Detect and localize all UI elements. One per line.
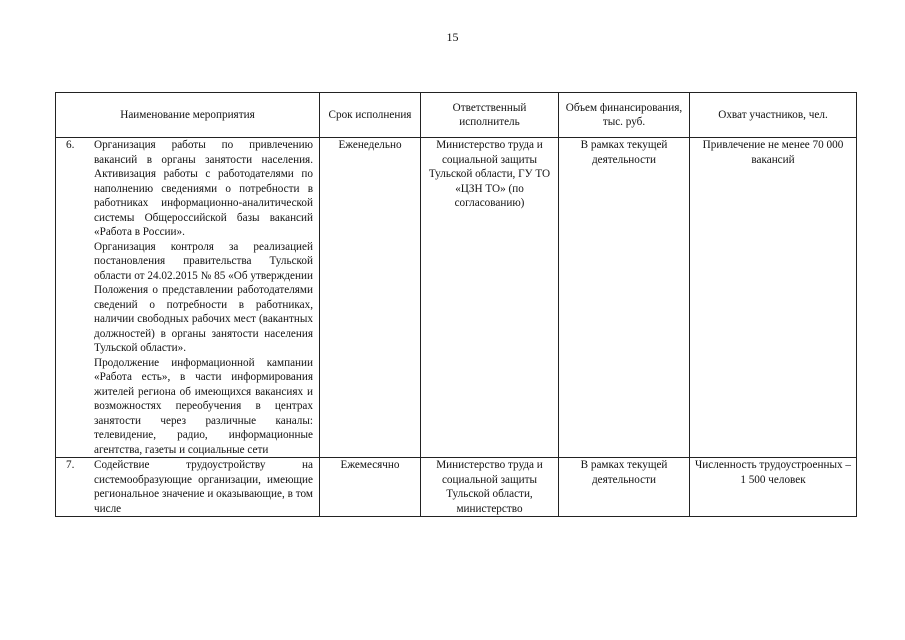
row-number: 6. [66,139,75,151]
event-paragraph: Содействие трудоустройству на системообразующие организации, имеющие региональное значение и оказывающие, в том числе [94,459,313,515]
event-paragraph: Продолжение информационной кампании «Работа есть», в части информирования жителей региона об имеющихся вакансиях и возможностях переобучения в центрах занятости через различные каналы: телевидение, радио, информационные агентства, газеты и социальные сети [94,356,313,456]
event-paragraph: Организация контроля за реализацией постановления правительства Тульской области от 24.02.2015 № 85 «Об утверждении Положения о представлении работодателями сведений о потребности в работниках, наличии свободных рабочих мест (вакантных должностей) в органы занятости населения Тульской области». [94,240,313,354]
row-7-funding: В рамках текущей деятельности [559,458,690,517]
row-7-term: Ежемесячно [320,458,421,517]
events-table [55,92,857,517]
row-6-coverage: Привлечение не менее 70 000 вакансий [690,138,857,458]
row-6-funding: В рамках текущей деятельности [559,138,690,458]
header-executor: Ответственный исполнитель [421,93,559,138]
header-coverage: Охват участников, чел. [690,93,857,138]
row-7-executor: Министерство труда и социальной защиты Тульской области, министерство [421,458,559,517]
table-row [56,138,857,458]
header-term: Срок исполнения [320,93,421,138]
row-6-term: Еженедельно [320,138,421,458]
event-paragraph: Организация работы по привлечению вакансий в органы занятости населения. Активизация работы с работодателями по наполнению сведениями о потребности в работниках информационно-аналитической системы Общероссийской базы вакансий «Работа в России». [94,139,313,238]
row-7-coverage: Численность трудоустроенных – 1 500 человек [690,458,857,517]
row-6-executor: Министерство труда и социальной защиты Тульской области, ГУ ТО «ЦЗН ТО» (по согласованию) [421,138,559,458]
row-6-name-cell [56,138,320,458]
row-7-name-cell [56,458,320,517]
table-row [56,458,857,517]
page-number: 15 [446,30,459,44]
table-header-row [56,93,857,138]
row-number: 7. [66,459,75,471]
header-event-name: Наименование мероприятия [56,93,320,138]
header-funding: Объем финансирования, тыс. руб. [559,93,690,138]
